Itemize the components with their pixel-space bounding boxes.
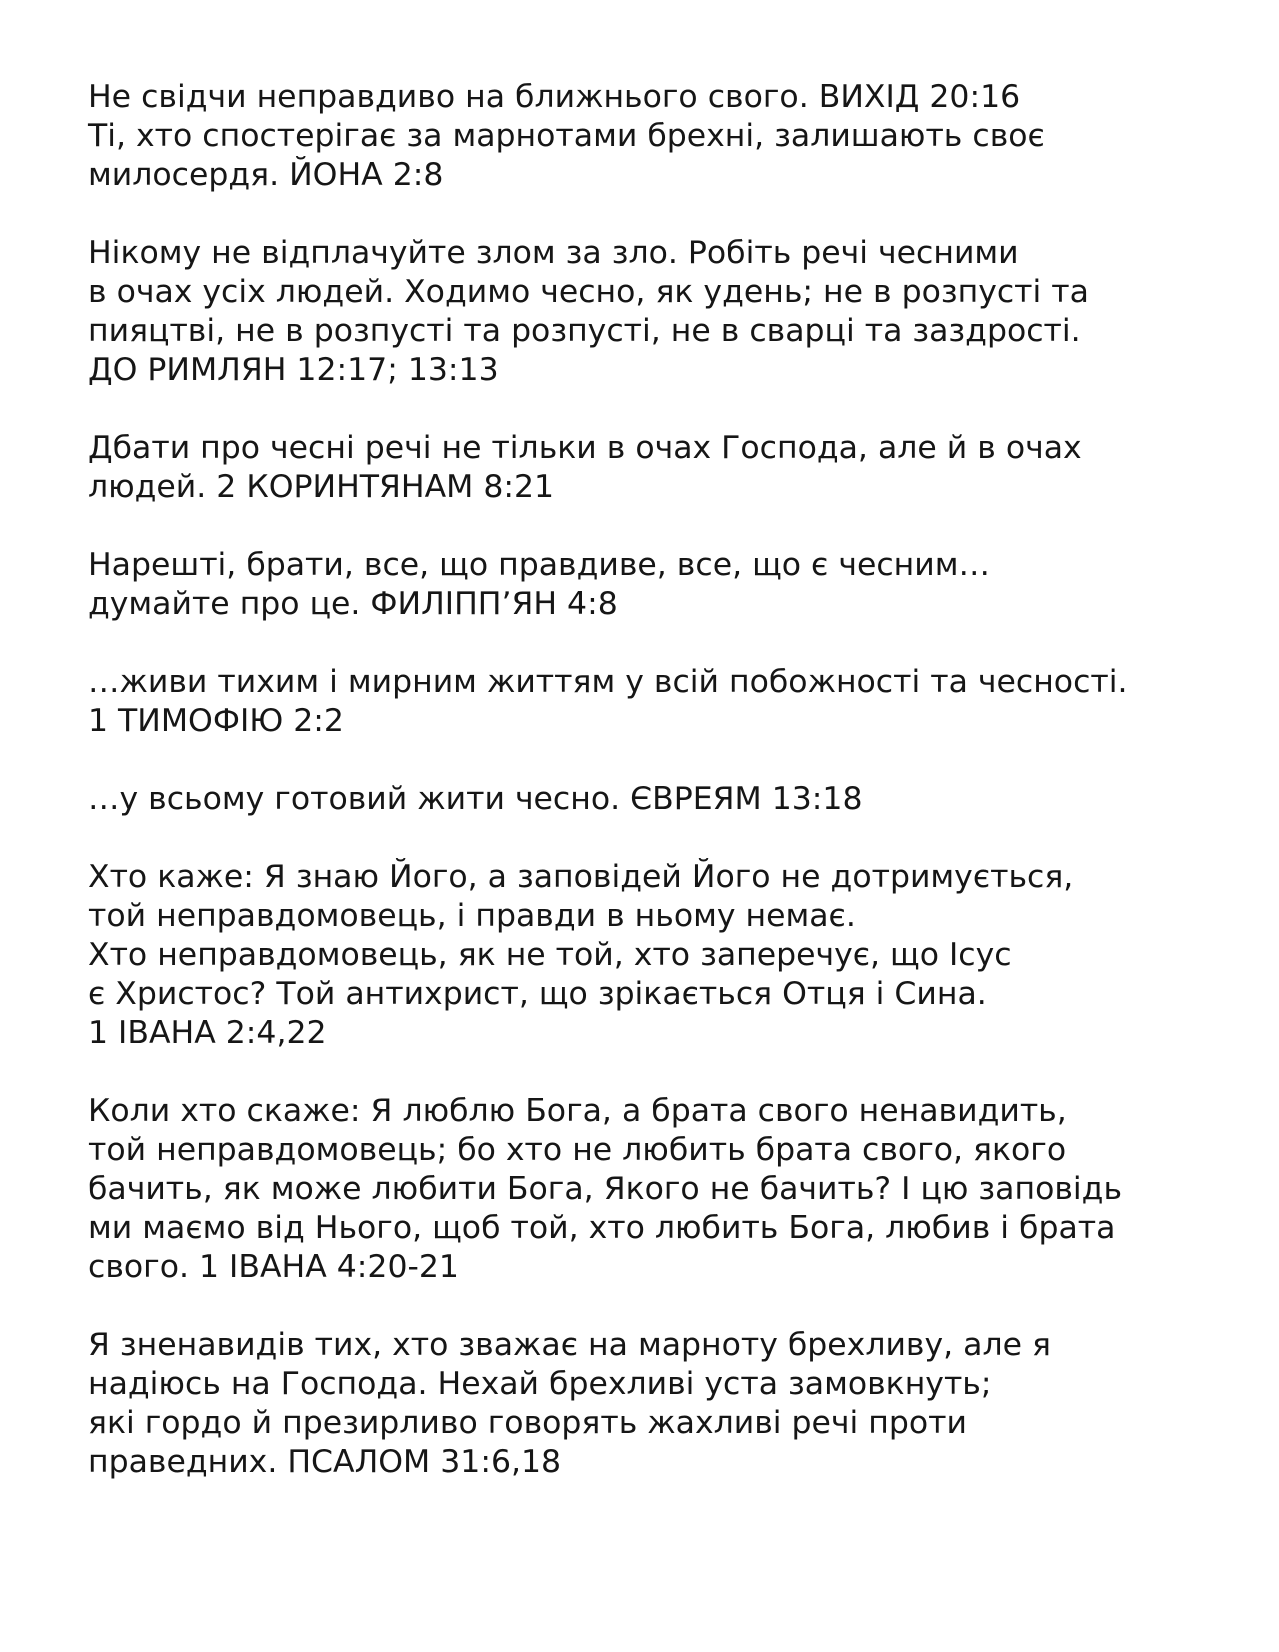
text-line: бачить, як може любити Бога, Якого не бачить? І цю заповідь <box>88 1171 1123 1207</box>
paragraph-psalm <box>88 1326 1228 1482</box>
text-line: Хто неправдомовець, як не той, хто заперечує, що Ісус <box>88 937 1012 973</box>
text-line: 1 ІВАНА 2:4,22 <box>88 1015 327 1051</box>
text-line: Нарешті, брати, все, що правдиве, все, що є чесним… <box>88 547 990 583</box>
text-line: ми маємо від Нього, щоб той, хто любить Бога, любив і брата <box>88 1210 1116 1246</box>
text-line: ДО РИМЛЯН 12:17; 13:13 <box>88 352 499 388</box>
text-line: свого. 1 ІВАНА 4:20-21 <box>88 1249 459 1285</box>
document-page <box>88 78 1228 1521</box>
text-line: той неправдомовець, і правди в ньому немає. <box>88 898 856 934</box>
text-line: пияцтві, не в розпусті та розпусті, не в сварці та заздрості. <box>88 313 1081 349</box>
text-line: Коли хто скаже: Я люблю Бога, а брата свого ненавидить, <box>88 1093 1067 1129</box>
paragraph-exodus-jonah <box>88 78 1228 195</box>
text-line: …живи тихим і мирним життям у всій побожності та чесності. <box>88 664 1128 700</box>
paragraph-corinthians <box>88 429 1228 507</box>
paragraph-hebrews <box>88 780 1228 819</box>
text-line: Нікому не відплачуйте злом за зло. Робіть речі чесними <box>88 235 1019 271</box>
text-line: той неправдомовець; бо хто не любить брата свого, якого <box>88 1132 1067 1168</box>
text-line: милосердя. ЙОНА 2:8 <box>88 157 444 193</box>
paragraph-timothy <box>88 663 1228 741</box>
text-line: 1 ТИМОФІЮ 2:2 <box>88 703 344 739</box>
text-line: Дбати про чесні речі не тільки в очах Господа, але й в очах <box>88 430 1082 466</box>
text-line: Ті, хто спостерігає за марнотами брехні, залишають своє <box>88 118 1045 154</box>
text-line: є Христос? Той антихрист, що зрікається Отця і Сина. <box>88 976 987 1012</box>
paragraph-romans <box>88 234 1228 390</box>
text-line: Я зненавидів тих, хто зважає на марноту брехливу, але я <box>88 1327 1051 1363</box>
paragraph-1-john-2 <box>88 858 1228 1053</box>
text-line: які гордо й презирливо говорять жахливі речі проти <box>88 1405 967 1441</box>
text-line: в очах усіх людей. Ходимо чесно, як удень; не в розпусті та <box>88 274 1089 310</box>
text-line: Не свідчи неправдиво на ближнього свого. ВИХІД 20:16 <box>88 79 1021 115</box>
text-line: Хто каже: Я знаю Його, а заповідей Його не дотримується, <box>88 859 1074 895</box>
paragraph-1-john-4 <box>88 1092 1228 1287</box>
text-line: надіюсь на Господа. Нехай брехливі уста замовкнуть; <box>88 1366 992 1402</box>
text-line: людей. 2 КОРИНТЯНАМ 8:21 <box>88 469 555 505</box>
paragraph-philippians <box>88 546 1228 624</box>
text-line: …у всьому готовий жити чесно. ЄВРЕЯМ 13:18 <box>88 781 863 817</box>
text-line: думайте про це. ФИЛІПП’ЯН 4:8 <box>88 586 618 622</box>
text-line: праведних. ПСАЛОМ 31:6,18 <box>88 1444 562 1480</box>
